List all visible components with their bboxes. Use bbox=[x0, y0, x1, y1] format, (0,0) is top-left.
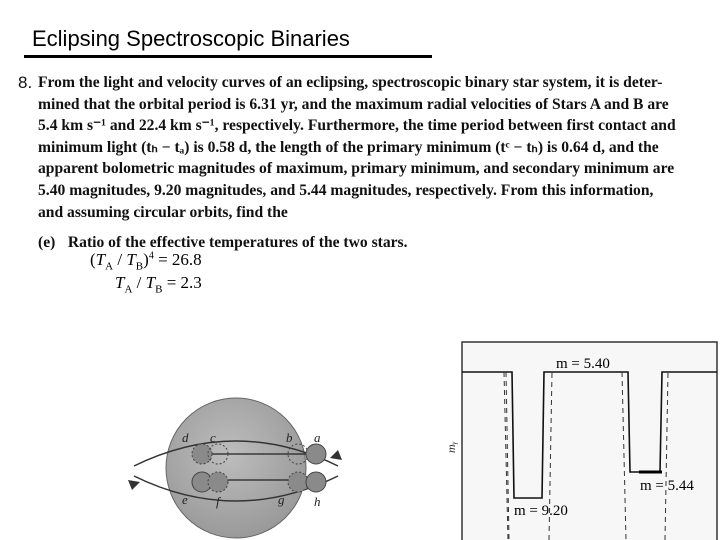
part-label: (e) bbox=[38, 234, 56, 251]
label-h: h bbox=[314, 494, 321, 509]
problem-line: minimum light (tₕ − tₐ) is 0.58 d, the length of the primary minimum (tᶜ − tₕ) is 0.64 d, and the bbox=[38, 138, 659, 156]
orbit-arrow-left-icon bbox=[128, 480, 140, 490]
problem-line: 5.40 magnitudes, 9.20 magnitudes, and 5.44 magnitudes, respectively. From this information, bbox=[38, 181, 654, 199]
label-b: b bbox=[286, 430, 293, 445]
problem-line: apparent bolometric magnitudes of maximum, primary minimum, and secondary minimum are bbox=[38, 160, 675, 178]
label-f: f bbox=[216, 494, 220, 509]
part-text: Ratio of the effective temperatures of the two stars. bbox=[67, 234, 408, 251]
problem-number: 8. bbox=[18, 73, 33, 92]
title-underline bbox=[24, 55, 432, 58]
small-star-position-f bbox=[208, 472, 228, 492]
label-d: d bbox=[182, 430, 189, 445]
problem-line: 5.4 km s⁻¹ and 22.4 km s⁻¹, respectively. Furthermore, the time period between first contact and bbox=[38, 117, 676, 135]
large-star bbox=[166, 398, 306, 538]
label-g: g bbox=[278, 492, 285, 507]
small-star-position-d bbox=[192, 444, 212, 464]
light-curve-plot bbox=[444, 340, 720, 540]
secondary-minimum-label: m = 5.44 bbox=[640, 478, 694, 494]
problem-line: From the light and velocity curves of an eclipsing, spectroscopic binary star system, it is deter- bbox=[38, 74, 663, 91]
small-star-position-a bbox=[306, 444, 326, 464]
y-axis-label: mᵧ bbox=[444, 441, 458, 453]
small-star-position-g bbox=[288, 472, 308, 492]
orbit-arrow-right-icon bbox=[330, 450, 342, 460]
problem-statement bbox=[18, 72, 718, 223]
label-a: a bbox=[314, 430, 321, 445]
small-star-position-h bbox=[306, 472, 326, 492]
label-e: e bbox=[182, 492, 188, 507]
answer-temperature-ratio-fourth-power: $(T_A / T_B)^4 = 26.8$ bbox=[90, 250, 202, 273]
primary-minimum-label: m = 9.20 bbox=[514, 503, 568, 519]
eclipse-geometry-diagram bbox=[118, 396, 354, 540]
answer-temperature-ratio: $T_A / T_B = 2.3$ bbox=[115, 273, 202, 296]
problem-line: and assuming circular orbits, find the bbox=[38, 203, 288, 221]
label-c: c bbox=[210, 430, 216, 445]
max-magnitude-label: m = 5.40 bbox=[556, 356, 610, 372]
part-e bbox=[18, 234, 408, 252]
page-title: Eclipsing Spectroscopic Binaries bbox=[32, 26, 350, 51]
problem-line: mined that the orbital period is 6.31 yr, and the maximum radial velocities of Stars A and B are bbox=[38, 95, 669, 113]
